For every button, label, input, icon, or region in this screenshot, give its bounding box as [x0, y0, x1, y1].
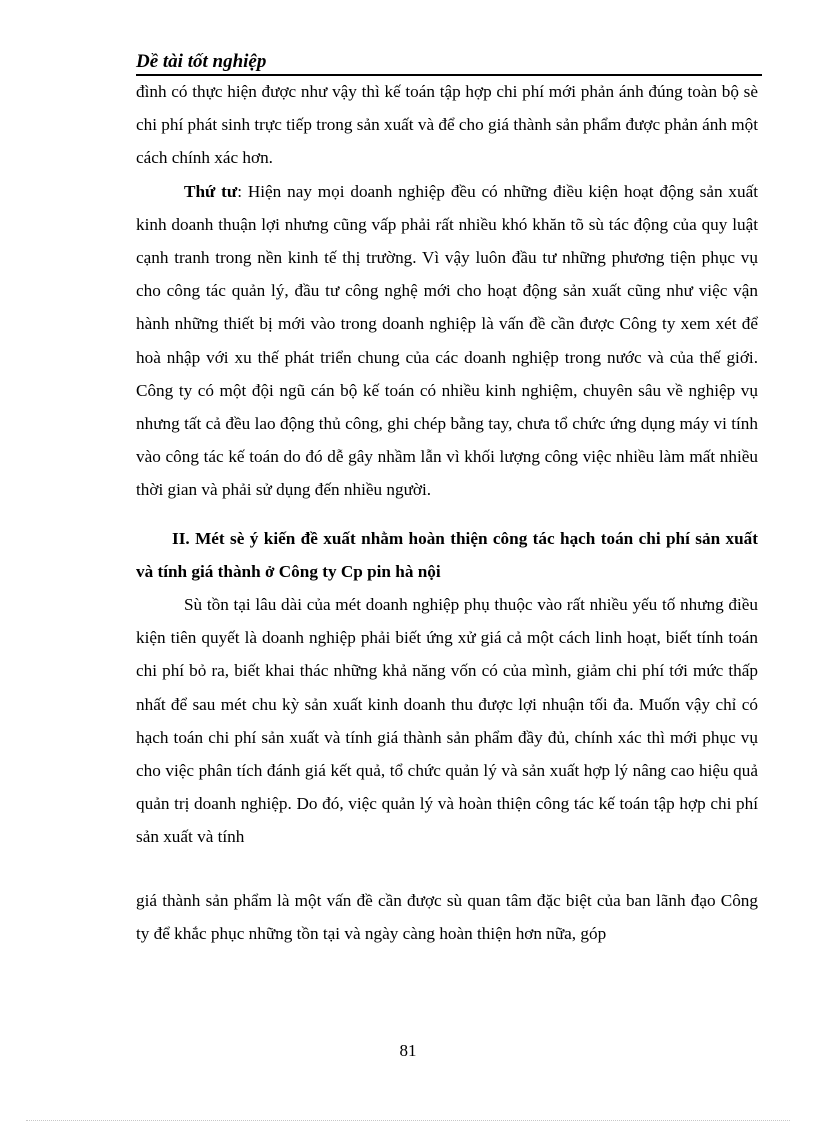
thesis-title: Dề tài tốt nghiệp: [136, 51, 267, 72]
page-number: 81: [399, 1041, 417, 1060]
paragraph-fourth: [136, 175, 758, 507]
section-heading: II. Mét sè ý kiến đề xuất nhằm hoàn thiện công tác hạch toán chi phí sản xuất và tính giá thành ở Công ty Cp pin hà nội: [136, 528, 758, 581]
paragraph-section-intro: Sù tồn tại lâu dài của mét doanh nghiệp phụ thuộc vào rất nhiều yếu tố nhưng điều kiện tiên quyết là doanh nghiệp phải biết ứng xử giá cả một cách linh hoạt, biết tính toán chi phí bỏ ra, biết khai thác những khả năng vốn có của mình, giảm chi phí tới mức thấp nhất để sau mét chu kỳ sản xuất kinh doanh thu được lợi nhuận tối đa. Muốn vậy chỉ có hạch toán chi phí sản xuất và tính giá thành sản phẩm đầy đủ, chính xác thì mới phục vụ cho việc phân tích đánh giá kết quả, tổ chức quản lý và sản xuất hợp lý nâng cao hiệu quả quản trị doanh nghiệp. Do đó, việc quản lý và hoàn thiện công tác kế toán tập hợp chi phí sản xuất và tính: [136, 595, 758, 847]
paragraph-lead: Thứ tư: [184, 181, 238, 201]
footer-divider: [26, 1120, 790, 1121]
paragraph-continuation: đình có thực hiện được như vậy thì kế toán tập hợp chi phí mới phản ánh đúng toàn bộ sè chi phí phát sinh trực tiếp trong sản xuất và để cho giá thành sản phẩm được phản ánh một cách chính xác hơn.: [136, 82, 758, 168]
paragraph-continued: giá thành sản phẩm là một vấn đề cần được sù quan tâm đặc biệt của ban lãnh đạo Công ty để khắc phục những tồn tại và ngày càng hoàn thiện hơn nữa, góp: [136, 890, 758, 943]
paragraph-fourth-text: : Hiện nay mọi doanh nghiệp đều có những điều kiện hoạt động sản xuất kinh doanh thuận lợi nhưng cũng vấp phải rất nhiều khó khăn tõ sù tác động của quy luật cạnh tranh trong nền kinh tế thị trường. Vì vậy luôn đầu tư những phương tiện phục vụ cho công tác quản lý, đầu tư công nghệ mới cho hoạt động sản xuất cũng như việc vận hành những thiết bị mới vào trong doanh nghiệp là vấn đề cần được Công ty xem xét để hoà nhập với xu thế phát triển chung của các doanh nghiệp trong nước và của thế giới. Công ty có một đội ngũ cán bộ kế toán có nhiều kinh nghiệm, chuyên sâu về nghiệp vụ nhưng tất cả đều lao động thủ công, ghi chép bằng tay, chưa tổ chức ứng dụng máy vi tính vào công tác kế toán do đó dễ gây nhầm lẫn vì khối lượng công việc nhiều làm mất nhiều thời gian và phải sử dụng đến nhiều người.: [136, 181, 759, 500]
body-text: [136, 75, 758, 950]
page-header: [136, 48, 762, 76]
